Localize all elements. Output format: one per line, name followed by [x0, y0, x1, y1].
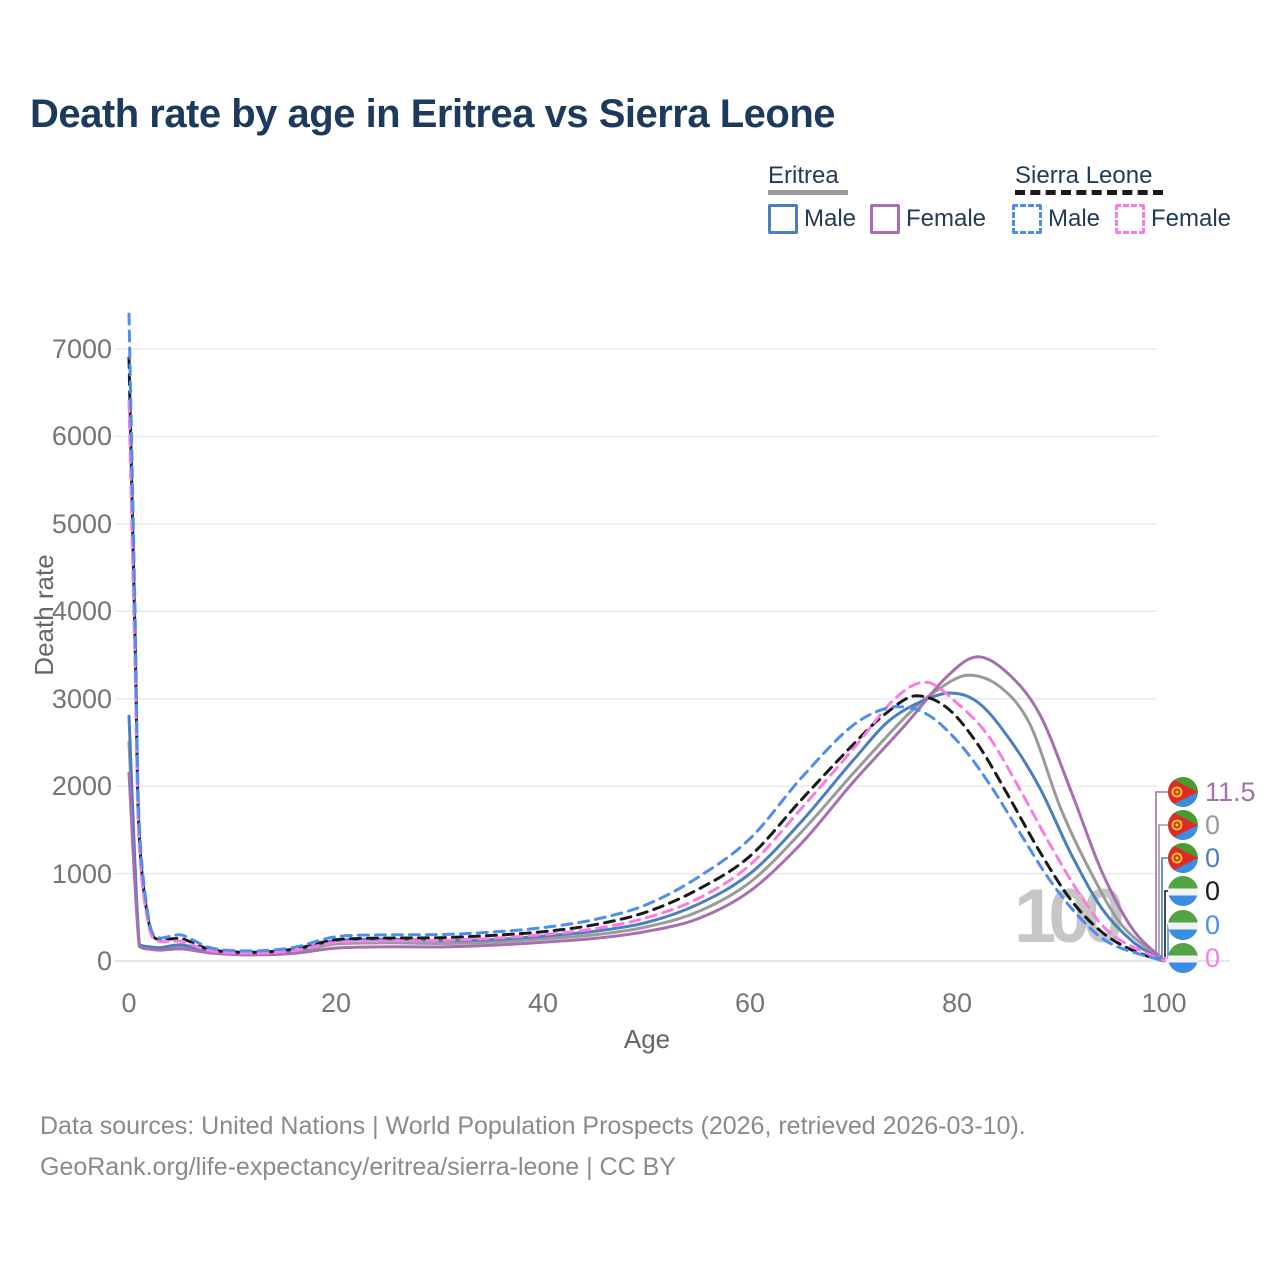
legend-group-sierra-leone: Sierra Leone	[1015, 162, 1153, 189]
sierra-leone-flag-icon	[1168, 910, 1198, 940]
x-tick-label: 20	[320, 988, 352, 1018]
y-axis-title: Death rate	[29, 554, 59, 676]
y-tick-label: 1000	[51, 858, 112, 889]
y-tick-label: 3000	[51, 683, 112, 714]
series-line-sierra-leone-female[interactable]	[129, 402, 1164, 962]
x-tick-label: 0	[121, 988, 137, 1018]
chart-title: Death rate by age in Eritrea vs Sierra Leone	[30, 92, 836, 136]
end-label-eritrea-female	[1168, 777, 1256, 807]
footer-attribution: GeoRank.org/life-expectancy/eritrea/sierra-leone | CC BY	[40, 1153, 676, 1181]
y-tick-label: 4000	[51, 596, 112, 627]
x-tick-label: 40	[527, 988, 559, 1018]
end-label-eritrea-male	[1168, 843, 1220, 873]
footer-sources: Data sources: United Nations | World Population Prospects (2026, retrieved 2026-03-10).	[40, 1112, 1026, 1140]
legend-item-label: Female	[906, 205, 987, 232]
watermark-100: 100	[1014, 874, 1117, 959]
end-value: 0	[1205, 942, 1221, 973]
end-label-eritrea-both	[1168, 810, 1220, 840]
sierra-leone-flag-icon	[1168, 876, 1198, 906]
x-tick-label: 60	[734, 988, 766, 1018]
x-tick-label: 80	[941, 988, 973, 1018]
legend-item-label: Female	[1151, 205, 1232, 232]
eritrea-flag-icon	[1168, 810, 1198, 840]
end-value: 0	[1205, 875, 1221, 906]
end-value: 0	[1205, 909, 1221, 940]
eritrea-flag-icon	[1168, 843, 1198, 873]
y-tick-label: 6000	[51, 421, 112, 452]
y-tick-label: 5000	[51, 508, 112, 539]
end-value: 0	[1205, 809, 1221, 840]
footer	[40, 1106, 1026, 1188]
end-label-sierra-leone-male	[1168, 910, 1220, 940]
end-value: 0	[1205, 842, 1221, 873]
legend-group-eritrea: Eritrea	[768, 162, 839, 189]
x-tick-label: 100	[1141, 988, 1187, 1018]
x-axis-title: Age	[623, 1024, 671, 1054]
series-line-sierra-leone-male[interactable]	[129, 314, 1164, 961]
y-tick-label: 7000	[51, 334, 112, 364]
y-tick-label: 2000	[51, 771, 112, 802]
eritrea-flag-icon	[1168, 777, 1198, 807]
legend-item-label: Male	[1048, 205, 1101, 232]
end-label-sierra-leone-both	[1168, 876, 1220, 906]
end-value: 11.5	[1205, 776, 1256, 807]
legend-item-label: Male	[804, 205, 857, 232]
series-line-eritrea-female[interactable]	[129, 657, 1164, 960]
end-label-sierra-leone-female	[1168, 943, 1220, 973]
series-line-sierra-leone-both[interactable]	[129, 358, 1164, 961]
sierra-leone-flag-icon	[1168, 943, 1198, 973]
series-line-eritrea-male[interactable]	[129, 693, 1164, 961]
y-tick-label: 0	[96, 946, 112, 976]
